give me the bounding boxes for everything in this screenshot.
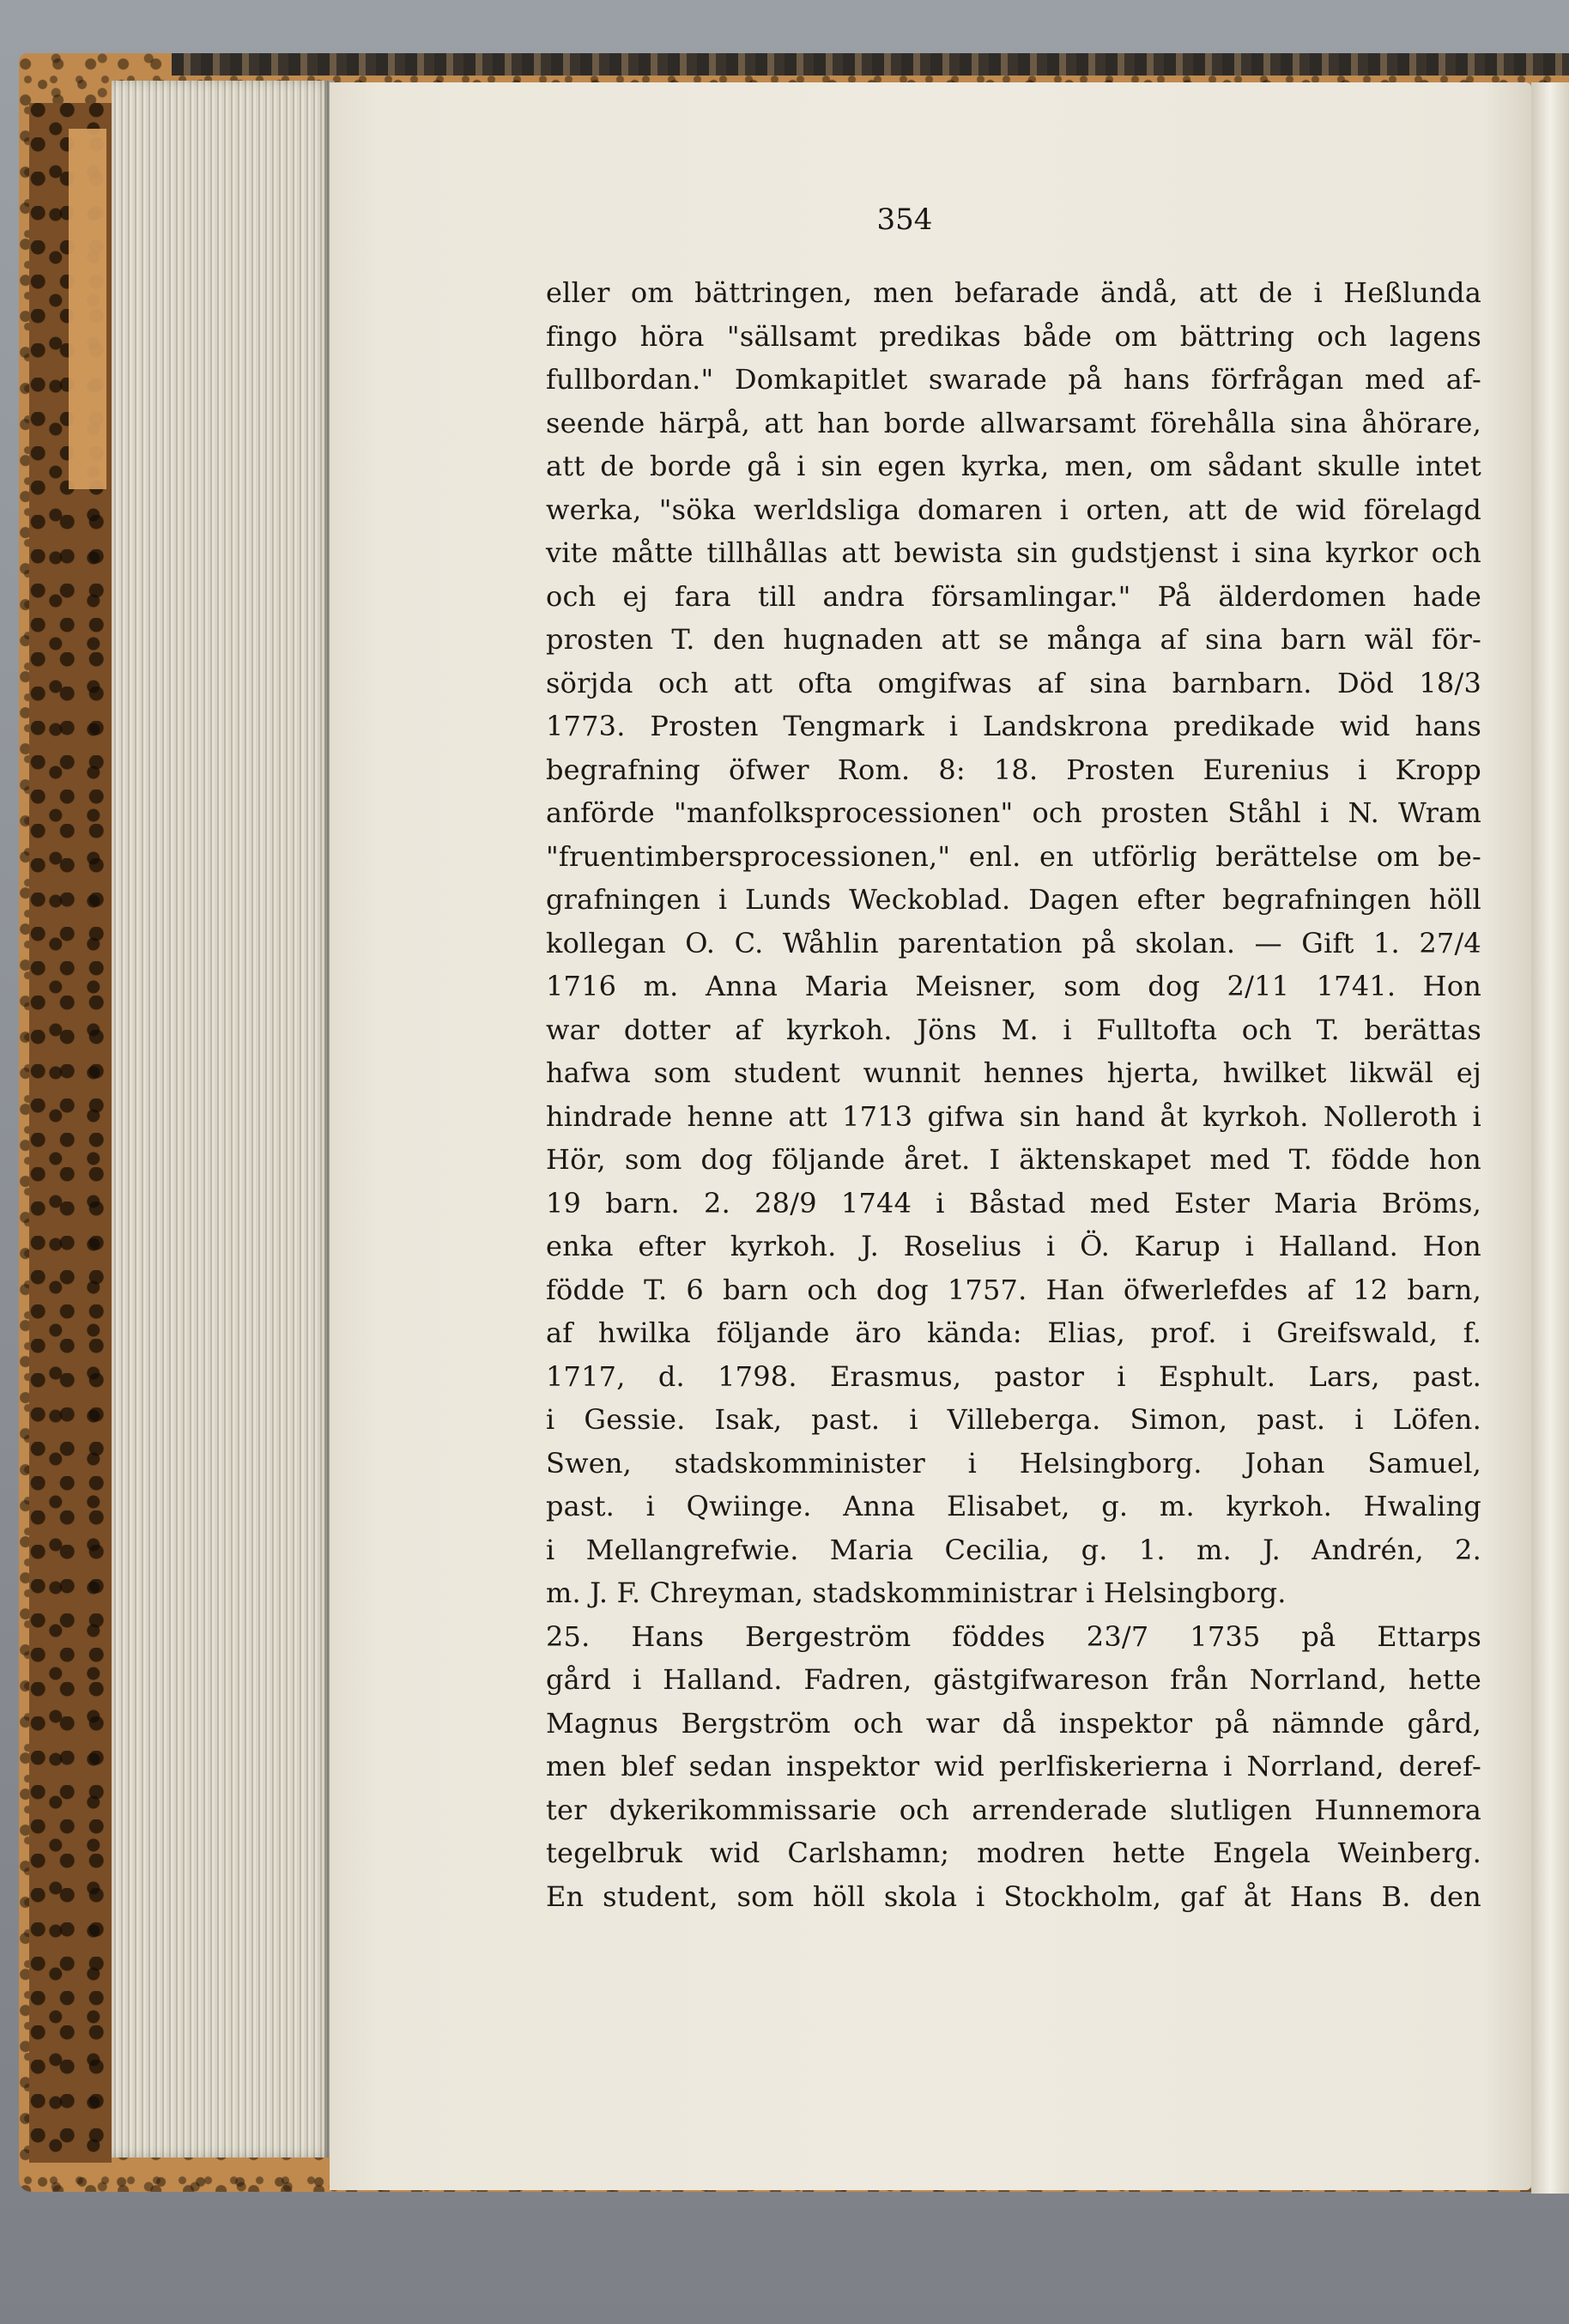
text-line: grafningen i Lunds Weckoblad. Dagen efter begrafningen höll (546, 883, 1481, 916)
text-line: En student, som höll skola i Stockholm, gaf åt Hans B. den (546, 1879, 1481, 1913)
spine-highlight (69, 129, 106, 489)
text-line: werka, "söka werldsliga domaren i orten, att de wid förelagd (546, 493, 1481, 526)
text-line: gård i Halland. Fadren, gästgifwareson från Norrland, hette (546, 1663, 1481, 1696)
text-line: Swen, stadskomminister i Helsingborg. Johan Samuel, (546, 1446, 1481, 1480)
text-line: ter dykerikommissarie och arrenderade slutligen Hunnemora (546, 1793, 1481, 1826)
text-line: 1773. Prosten Tengmark i Landskrona predikade wid hans (546, 710, 1481, 742)
text-line: begrafning öfwer Rom. 8: 18. Prosten Eurenius i Kropp (546, 753, 1481, 786)
text-line: födde T. 6 barn och dog 1757. Han öfwerlefdes af 12 barn, (546, 1273, 1481, 1306)
text-line: fingo höra "sällsamt predikas både om bättring och lagens (546, 319, 1481, 353)
page-number: 354 (876, 203, 933, 237)
text-line: hafwa som student wunnit hennes hjerta, hwilket likwäl ej (546, 1056, 1481, 1089)
text-line: seende härpå, att han borde allwarsamt förehålla sina åhörare, (546, 406, 1481, 439)
text-line: hindrade henne att 1713 gifwa sin hand åt kyrkoh. Nolleroth i (546, 1099, 1481, 1133)
text-line: vite måtte tillhållas att bewista sin gudstjenst i sina kyrkor och (546, 536, 1481, 569)
text-line: men blef sedan inspektor wid perlfiskerierna i Norrland, deref- (546, 1750, 1481, 1782)
page-stack-edge (112, 81, 335, 2158)
text-line: kollegan O. C. Wåhlin parentation på skolan. — Gift 1. 27/4 (546, 926, 1481, 959)
page-number-container (0, 203, 1569, 237)
text-line: i Gessie. Isak, past. i Villeberga. Simon, past. i Löfen. (546, 1403, 1481, 1436)
text-line: att de borde gå i sin egen kyrka, men, om sådant skulle intet (546, 450, 1481, 482)
text-body (546, 271, 1481, 1918)
text-line: past. i Qwiinge. Anna Elisabet, g. m. kyrkoh. Hwaling (546, 1490, 1481, 1522)
text-line: eller om bättringen, men befarade ändå, att de i Heßlunda (546, 276, 1481, 309)
page-right-edge (1531, 82, 1569, 2194)
text-line: 1717, d. 1798. Erasmus, pastor i Esphult. Lars, past. (546, 1359, 1481, 1393)
text-line: fullbordan." Domkapitlet swarade på hans förfrågan med af- (546, 363, 1481, 396)
cover-top-edge (172, 53, 1569, 76)
text-line: sörjda och att ofta omgifwas af sina barnbarn. Död 18/3 (546, 666, 1481, 699)
text-line: war dotter af kyrkoh. Jöns M. i Fulltofta och T. berättas (546, 1013, 1481, 1046)
text-line: "fruentimbersprocessionen," enl. en utförlig berättelse om be- (546, 839, 1481, 873)
text-line: 19 barn. 2. 28/9 1744 i Båstad med Ester Maria Bröms, (546, 1186, 1481, 1219)
text-line: Hör, som dog följande året. I äktenskapet med T. födde hon (546, 1143, 1481, 1176)
text-line: anförde "manfolksprocessionen" och prosten Ståhl i N. Wram (546, 796, 1481, 829)
text-line: enka efter kyrkoh. J. Roselius i Ö. Karup i Halland. Hon (546, 1230, 1481, 1262)
text-line: 25. Hans Bergeström föddes 23/7 1735 på Ettarps (546, 1619, 1481, 1653)
text-line: och ej fara till andra församlingar." På älderdomen hade (546, 579, 1481, 613)
text-line: i Mellangrefwie. Maria Cecilia, g. 1. m. J. Andrén, 2. (546, 1533, 1481, 1566)
text-line: m. J. F. Chreyman, stadskomministrar i Helsingborg. (546, 1577, 1287, 1609)
text-line: af hwilka följande äro kända: Elias, prof. i Greifswald, f. (546, 1316, 1481, 1349)
text-line: Magnus Bergström och war då inspektor på nämnde gård, (546, 1706, 1481, 1740)
text-line: tegelbruk wid Carlshamn; modren hette Engela Weinberg. (546, 1837, 1481, 1869)
text-line: 1716 m. Anna Maria Meisner, som dog 2/11 1741. Hon (546, 970, 1481, 1002)
text-line: prosten T. den hugnaden att se många af sina barn wäl för- (546, 623, 1481, 656)
